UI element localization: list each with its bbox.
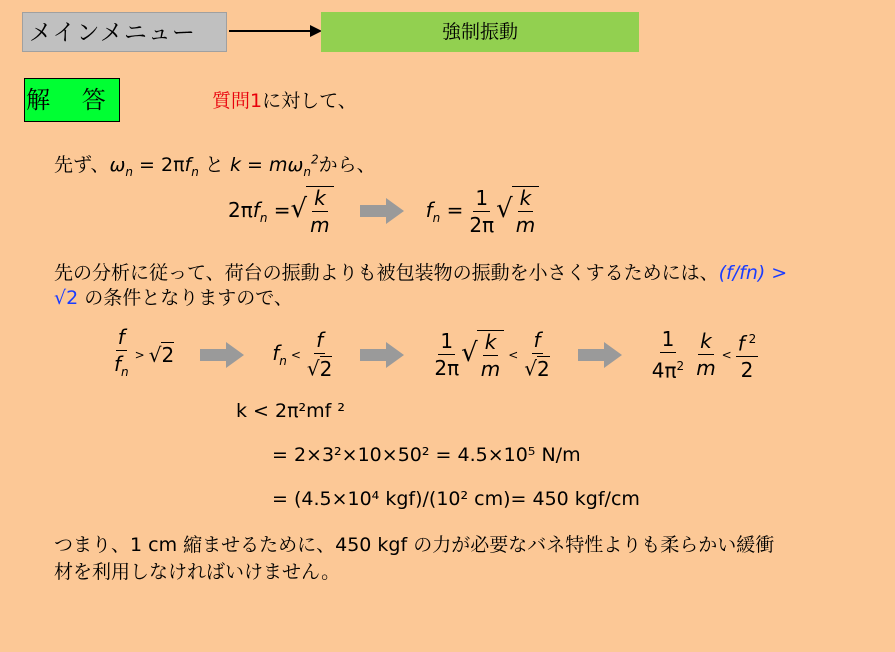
condition-line-2 [54,283,293,310]
intro-prefix: 先ず、 [54,154,110,176]
main-menu-button[interactable]: メインメニュー [22,12,227,52]
condition-line-1 [54,258,787,285]
menu-arrow-line [229,30,313,32]
calc-line-2: = (4.5×10⁴ kgf)/(10² cm)= 450 kgf/cm [272,488,640,510]
sqrt-k-over-m: √ $\frac{k}{m}$ [291,186,334,236]
intro-line: 先ず、$\omega_n = 2\pi f_n$ と $k = m\omega_n^2$から、 [54,152,376,179]
gray-arrow-icon [200,342,244,368]
formula-row-2: $\frac{f}{f_n}$ > √2 $f_n$ < $\frac{f}{√2}$ $\frac{1}{2\pi}$ √ $\frac{k}{m}$ < $\frac{f}{√2}$ $\frac{1}{4\pi^2}$ $\frac{k}{m}$ < $\frac{f ^2}{2}$ [114,325,757,383]
gray-arrow-icon [360,342,404,368]
condition-sqrt2: √2 [54,287,79,309]
page-title: 強制振動 [321,12,639,52]
k-inequality: k < 2π²mf ² [236,400,345,422]
question-rest: に対して、 [262,90,357,112]
question-ref[interactable]: 質問1 [212,90,263,112]
gray-arrow-icon [360,198,404,224]
conclusion-line-1: つまり、1 cm 縮ませるために、450 kgf の力が必要なバネ特性よりも柔らかい緩衝 [54,534,775,556]
conclusion-line-2: 材を利用しなければいけません。 [54,561,341,583]
condition-expr: (f/fn) > [718,262,788,284]
formula-row-1: $2\pi f_n$ = √ $\frac{k}{m}$ $f_n$ = $\frac{1}{2\pi}$ √ $\frac{k}{m}$ [228,186,539,236]
question-line [212,86,357,113]
condition-tail: の条件となりますので、 [78,287,293,309]
intro-suffix: から、 [318,154,376,176]
condition-text: 先の分析に従って、荷台の振動よりも被包装物の振動を小さくするためには、 [54,262,719,284]
answer-label: 解 答 [24,78,120,122]
gray-arrow-icon [578,342,622,368]
calc-line-1: = 2×3²×10×50² = 4.5×10⁵ N/m [272,444,581,466]
intro-mid: と [198,154,230,176]
